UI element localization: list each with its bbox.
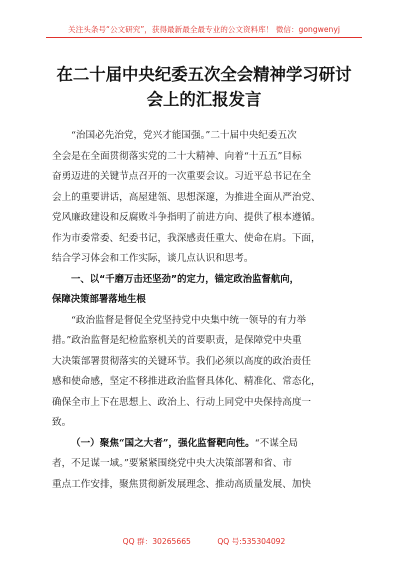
title-line-1: 在二十届中央纪委五次全会精神学习研讨 [56,65,352,84]
paragraph-line: “治国必先治党，党兴才能国强。”二十届中央纪委五次 [71,130,297,141]
paragraph-line: 结合学习体会和工作实际，谈几点认识和思考。 [52,253,254,264]
header-note: 关注头条号“公文研究”，获得最新最全最专业的公文资料库！ 微信：gongwenyj [68,25,340,34]
paragraph-line: 奋勇迈进的关键节点召开的一次重要会议。习近平总书记在全 [52,171,312,182]
subsection-heading: （一）聚焦“国之大者”，强化监督靶向性。 [71,437,255,449]
footer-qq: QQ 号:535304092 [217,537,286,546]
footer-contact [0,536,408,547]
paragraph-line: 大决策部署贯彻落实的关键环节。我们必须以高度的政治责任 [52,355,312,367]
document-title [0,62,408,112]
paragraph-line: 党风廉政建设和反腐败斗争指明了前进方向、提供了根本遵循。 [52,212,321,223]
document-body [52,126,360,495]
title-line-2: 会上的汇报发言 [146,90,262,109]
paragraph-line: 全会是在全面贯彻落实党的二十大精神、向着“十五五”目标 [52,150,302,162]
paragraph-line: 措。”政治监督是纪检监察机关的首要职责，是保障党中央重 [52,335,302,346]
paragraph-line: 会上的重要讲话，高屋建瓴、思想深邃，为推进全面从严治党、 [52,191,321,203]
paragraph-line: 者，不足谋一域。”要紧紧围绕党中央大决策部署和省、市 [52,458,292,469]
footer-qq-group: QQ 群：30265665 [122,537,191,546]
paragraph-line: “政治监督是督促全党坚持党中央集中统一领导的有力举 [71,314,307,326]
section-heading: 一、以“千磨万击还坚劲”的定力，锚定政治监督航向， [71,273,299,285]
section-heading: 保障决策部署落地生根 [52,294,146,305]
subsection-line [52,434,360,455]
paragraph-line: 重点工作安排，聚焦贯彻新发展理念、推动高质量发展、加快 [52,478,312,490]
paragraph-line: 致。 [52,417,72,428]
paragraph-line: 作为市委常委、纪委书记，我深感责任重大、使命在肩。下面， [52,232,321,244]
paragraph-text: “不谋全局 [254,437,299,449]
paragraph-line: 感和使命感，坚定不移推进政治监督具体化、精准化、常态化， [52,376,321,387]
paragraph-line: 确保全市上下在思想上、政治上、行动上同党中央保持高度一 [52,396,312,408]
header-divider [46,37,362,38]
